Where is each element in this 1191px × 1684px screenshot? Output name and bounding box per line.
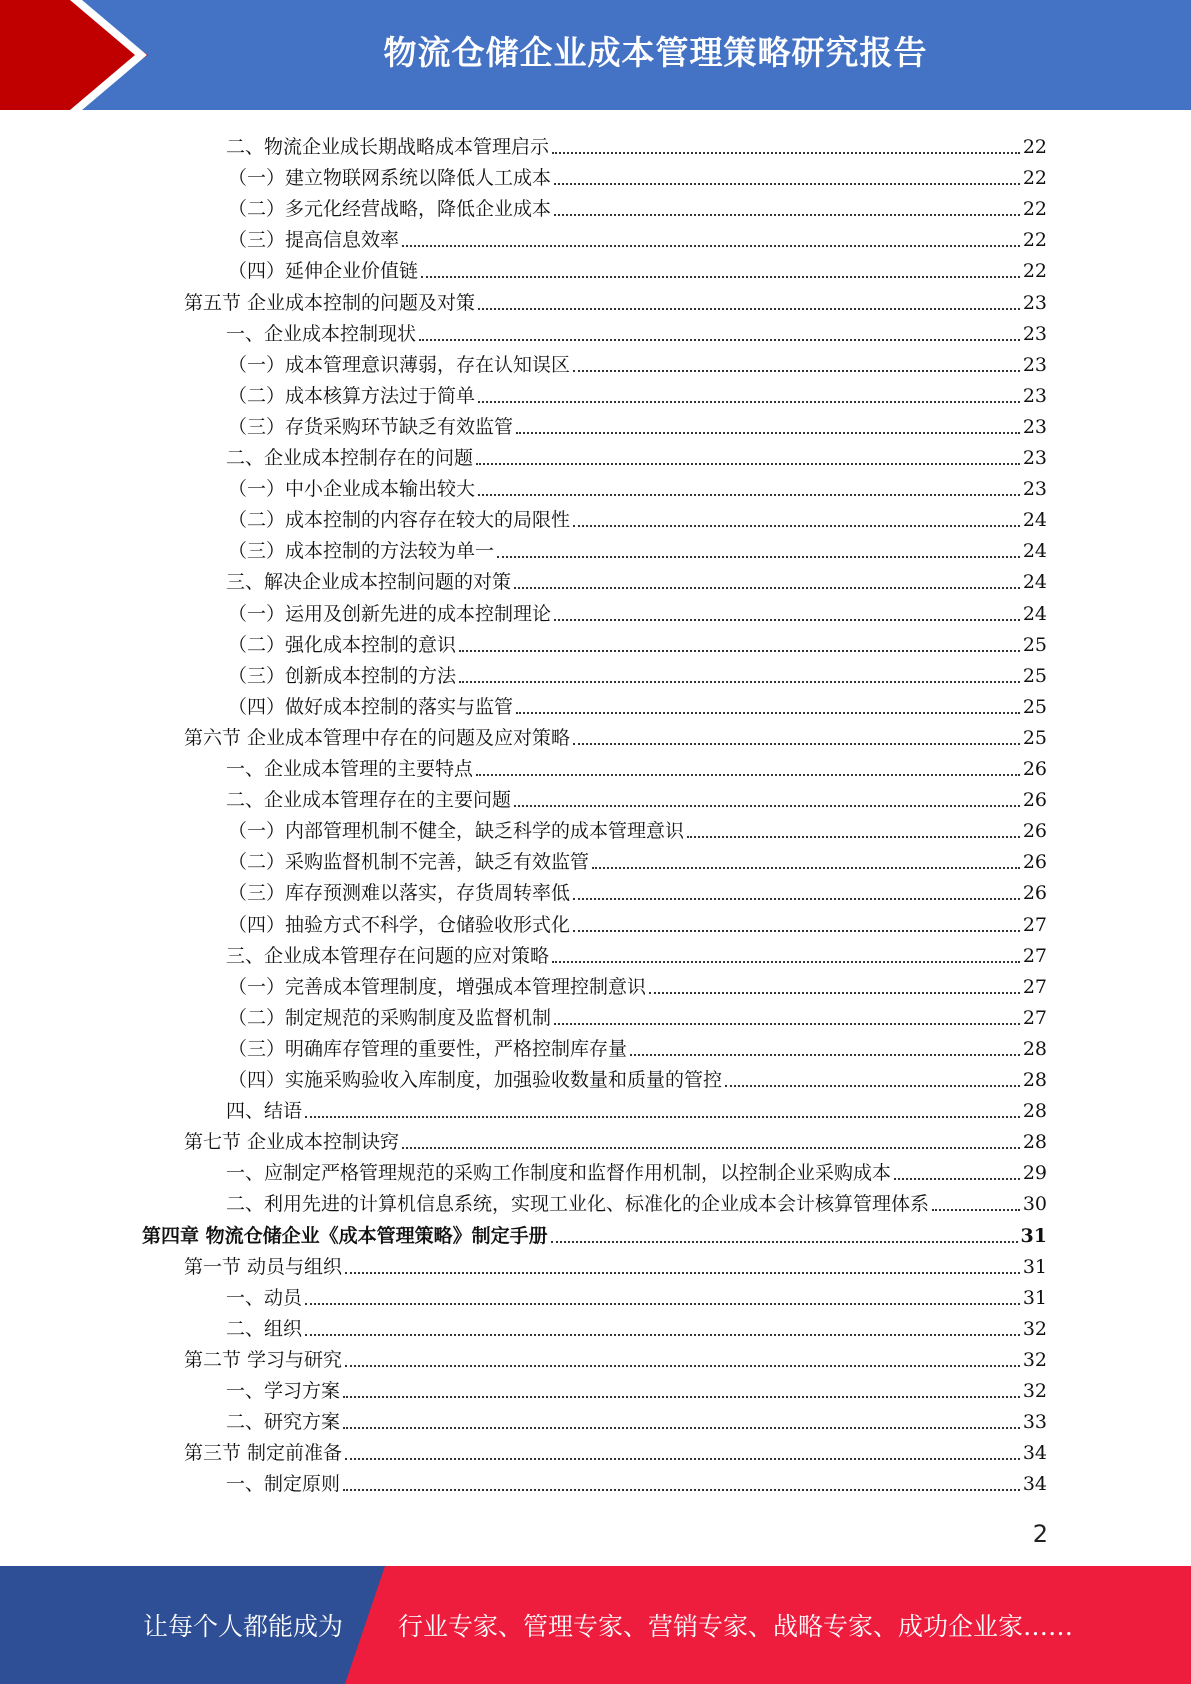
toc-entry-title: （二）成本核算方法过于简单 [228, 384, 476, 407]
toc-entry-title: 二、利用先进的计算机信息系统，实现工业化、标准化的企业成本会计核算管理体系 [226, 1193, 930, 1216]
toc-entry[interactable] [228, 221, 1047, 252]
toc-entry[interactable] [228, 377, 1047, 408]
toc-entry-page: 22 [1022, 229, 1047, 252]
toc-dot-leader [476, 463, 1020, 465]
toc-entry-page: 26 [1022, 789, 1047, 812]
toc-entry-title: （一）建立物联网系统以降低人工成本 [228, 167, 552, 190]
toc-dot-leader [497, 556, 1020, 558]
toc-entry-page: 23 [1022, 353, 1047, 376]
toc-entry-page: 26 [1022, 882, 1047, 905]
toc-entry-title: （一）中小企业成本输出较大 [228, 478, 476, 501]
toc-entry[interactable] [228, 1030, 1047, 1061]
toc-dot-leader [478, 494, 1020, 496]
toc-dot-leader [343, 1427, 1020, 1429]
toc-entry[interactable] [228, 159, 1047, 190]
toc-dot-leader [573, 898, 1020, 900]
toc-entry[interactable] [184, 1434, 1047, 1465]
toc-entry-page: 32 [1022, 1348, 1047, 1371]
toc-entry-title: （三）创新成本控制的方法 [228, 664, 457, 687]
toc-entry[interactable] [184, 719, 1047, 750]
toc-entry[interactable] [228, 843, 1047, 874]
toc-entry-page: 25 [1022, 664, 1047, 687]
toc-entry-title: 三、企业成本管理存在问题的应对策略 [226, 944, 550, 967]
toc-entry-page: 26 [1022, 758, 1047, 780]
toc-entry[interactable] [226, 1185, 1047, 1216]
toc-entry-title: （三）库存预测难以落实，存货周转率低 [228, 882, 571, 905]
toc-entry-title: （四）实施采购验收入库制度，加强验收数量和质量的管控 [228, 1069, 723, 1091]
toc-entry-page: 23 [1022, 384, 1047, 407]
toc-entry-title: （三）成本控制的方法较为单一 [228, 540, 495, 563]
toc-entry-page: 28 [1022, 1100, 1047, 1123]
toc-entry-page: 34 [1022, 1442, 1047, 1465]
toc-entry[interactable] [226, 1310, 1047, 1341]
toc-entry-page: 31 [1022, 1286, 1047, 1309]
toc-dot-leader [592, 867, 1020, 869]
toc-dot-leader [478, 308, 1020, 310]
toc-entry-title: （一）内部管理机制不健全，缺乏科学的成本管理意识 [228, 820, 685, 843]
toc-dot-leader [402, 245, 1020, 247]
toc-entry-page: 32 [1022, 1380, 1047, 1402]
toc-entry[interactable] [226, 1154, 1047, 1185]
toc-entry-page: 23 [1022, 291, 1047, 314]
toc-entry-title: 第一节 动员与组织 [184, 1255, 343, 1278]
toc-entry-title: 第四章 物流仓储企业《成本管理策略》制定手册 [142, 1224, 548, 1247]
toc-entry[interactable] [226, 1092, 1047, 1123]
toc-entry[interactable] [228, 657, 1047, 688]
toc-dot-leader [725, 1085, 1020, 1087]
toc-entry[interactable] [184, 284, 1047, 315]
toc-entry[interactable] [226, 781, 1047, 812]
toc-entry-page: 24 [1022, 602, 1047, 625]
toc-entry[interactable] [228, 190, 1047, 221]
toc-dot-leader [551, 1241, 1018, 1243]
toc-dot-leader [554, 619, 1020, 621]
toc-entry-title: （四）延伸企业价值链 [228, 260, 419, 283]
toc-entry-title: （二）多元化经营战略，降低企业成本 [228, 198, 552, 221]
toc-entry-page: 23 [1022, 447, 1047, 469]
toc-entry-title: 一、制定原则 [226, 1473, 341, 1496]
toc-entry[interactable] [142, 1217, 1047, 1248]
toc-entry-title: （四）抽验方式不科学，仓储验收形式化 [228, 913, 571, 936]
toc-entry-title: 三、解决企业成本控制问题的对策 [226, 571, 512, 594]
toc-entry-page: 22 [1022, 260, 1047, 283]
toc-entry-page: 34 [1022, 1473, 1047, 1496]
toc-entry-title: （一）运用及创新先进的成本控制理论 [228, 602, 552, 625]
toc-dot-leader [649, 992, 1020, 994]
toc-entry-page: 22 [1022, 136, 1047, 158]
toc-dot-leader [343, 1396, 1020, 1398]
toc-dot-leader [305, 1334, 1020, 1336]
toc-entry-page: 29 [1022, 1162, 1047, 1185]
toc-entry[interactable] [228, 1061, 1047, 1092]
toc-dot-leader [345, 1458, 1020, 1460]
toc-entry[interactable] [228, 688, 1047, 719]
toc-entry-title: （三）提高信息效率 [228, 229, 400, 252]
toc-entry-title: 第七节 企业成本控制诀窍 [184, 1131, 400, 1154]
toc-entry[interactable] [226, 750, 1047, 781]
footer-slogan-right: 行业专家、管理专家、营销专家、战略专家、成功企业家…… [398, 1612, 1074, 1641]
toc-entry[interactable] [226, 1465, 1047, 1496]
toc-dot-leader [476, 774, 1020, 776]
toc-entry-title: 一、企业成本管理的主要特点 [226, 758, 474, 780]
toc-entry[interactable] [226, 439, 1047, 470]
toc-entry-page: 24 [1022, 509, 1047, 532]
toc-entry-page: 28 [1022, 1069, 1047, 1091]
toc-entry[interactable] [228, 501, 1047, 532]
toc-entry[interactable] [184, 1341, 1047, 1372]
toc-entry[interactable] [226, 563, 1047, 594]
toc-entry-page: 27 [1022, 975, 1047, 998]
toc-dot-leader [419, 339, 1020, 341]
toc-entry-title: （一）完善成本管理制度，增强成本管理控制意识 [228, 975, 647, 998]
toc-entry-page: 27 [1022, 944, 1047, 967]
toc-entry-title: 第三节 制定前准备 [184, 1442, 343, 1465]
toc-dot-leader [421, 276, 1020, 278]
toc-dot-leader [343, 1489, 1020, 1491]
toc-dot-leader [573, 743, 1020, 745]
toc-entry-title: （二）制定规范的采购制度及监督机制 [228, 1006, 552, 1029]
toc-dot-leader [402, 1147, 1020, 1149]
toc-entry-page: 33 [1022, 1411, 1047, 1434]
toc-entry-title: 一、动员 [226, 1286, 303, 1309]
toc-entry-page: 32 [1022, 1317, 1047, 1340]
toc-dot-leader [552, 152, 1020, 154]
toc-entry[interactable] [184, 1248, 1047, 1279]
toc-dot-leader [554, 183, 1020, 185]
toc-dot-leader [459, 681, 1020, 683]
page-number: 2 [1032, 1520, 1048, 1548]
toc-entry-page: 23 [1022, 415, 1047, 438]
toc-entry[interactable] [226, 937, 1047, 968]
toc-entry-page: 22 [1022, 198, 1047, 221]
toc-entry[interactable] [228, 906, 1047, 937]
toc-entry[interactable] [228, 532, 1047, 563]
toc-entry-title: （四）做好成本控制的落实与监管 [228, 695, 514, 718]
toc-entry-title: 一、企业成本控制现状 [226, 322, 417, 345]
toc-dot-leader [305, 1303, 1020, 1305]
toc-entry-title: 第二节 学习与研究 [184, 1348, 343, 1371]
toc-entry-title: （二）采购监督机制不完善，缺乏有效监管 [228, 851, 590, 874]
toc-entry-page: 28 [1022, 1037, 1047, 1060]
toc-dot-leader [554, 214, 1020, 216]
toc-dot-leader [894, 1178, 1020, 1180]
header-chevron-icon [70, 0, 160, 110]
toc-dot-leader [573, 930, 1020, 932]
toc-dot-leader [305, 1116, 1020, 1118]
header-red-block [0, 0, 70, 110]
toc-entry-title: 二、企业成本控制存在的问题 [226, 447, 474, 469]
toc-dot-leader [345, 1365, 1020, 1367]
toc-entry[interactable] [228, 626, 1047, 657]
toc-entry[interactable] [226, 1372, 1047, 1403]
toc-dot-leader [345, 1272, 1020, 1274]
toc-entry-title: 二、企业成本管理存在的主要问题 [226, 789, 512, 812]
toc-entry-title: 四、结语 [226, 1100, 303, 1123]
toc-dot-leader [516, 712, 1020, 714]
toc-entry-page: 23 [1022, 478, 1047, 501]
toc-entry-title: （二）成本控制的内容存在较大的局限性 [228, 509, 571, 532]
toc-dot-leader [554, 1023, 1020, 1025]
page-header [0, 0, 1191, 110]
toc-entry-page: 28 [1022, 1131, 1047, 1154]
toc-entry[interactable] [228, 408, 1047, 439]
toc-entry[interactable] [228, 968, 1047, 999]
toc-dot-leader [516, 432, 1020, 434]
toc-dot-leader [552, 961, 1020, 963]
toc-entry-title: 二、研究方案 [226, 1411, 341, 1434]
toc-entry[interactable] [228, 595, 1047, 626]
toc-entry-page: 27 [1022, 913, 1047, 936]
toc-entry[interactable] [228, 346, 1047, 377]
page-footer [0, 1566, 1191, 1684]
toc-entry[interactable] [228, 470, 1047, 501]
toc-entry-page: 24 [1022, 571, 1047, 594]
toc-entry[interactable] [226, 1403, 1047, 1434]
toc-entry[interactable] [226, 315, 1047, 346]
toc-dot-leader [932, 1209, 1020, 1211]
toc-entry-page: 26 [1022, 851, 1047, 874]
toc-entry-page: 25 [1022, 633, 1047, 656]
toc-entry-title: 第五节 企业成本控制的问题及对策 [184, 291, 476, 314]
toc-entry[interactable] [228, 874, 1047, 905]
toc-entry-title: 第六节 企业成本管理中存在的问题及应对策略 [184, 726, 571, 749]
toc-entry[interactable] [228, 999, 1047, 1030]
toc-entry[interactable] [228, 812, 1047, 843]
toc-dot-leader [687, 836, 1020, 838]
toc-entry-page: 23 [1022, 322, 1047, 345]
toc-entry[interactable] [226, 128, 1047, 159]
toc-dot-leader [573, 525, 1020, 527]
toc-entry-page: 25 [1022, 726, 1047, 749]
toc-entry-title: 一、应制定严格管理规范的采购工作制度和监督作用机制，以控制企业采购成本 [226, 1162, 892, 1185]
toc-entry-title: （二）强化成本控制的意识 [228, 633, 457, 656]
toc-entry-page: 25 [1022, 695, 1047, 718]
toc-entry-page: 30 [1022, 1193, 1047, 1216]
toc-entry-title: 一、学习方案 [226, 1380, 341, 1402]
toc-entry[interactable] [228, 252, 1047, 283]
toc-entry-page: 31 [1022, 1255, 1047, 1278]
toc-dot-leader [478, 401, 1020, 403]
toc-dot-leader [514, 587, 1020, 589]
toc-entry-title: 二、组织 [226, 1317, 303, 1340]
report-title: 物流仓储企业成本管理策略研究报告 [383, 33, 928, 72]
toc-dot-leader [514, 805, 1020, 807]
toc-entry-page: 26 [1022, 820, 1047, 843]
toc-entry[interactable] [184, 1123, 1047, 1154]
toc-entry-page: 22 [1022, 167, 1047, 190]
toc-dot-leader [573, 370, 1020, 372]
toc-entry-title: （一）成本管理意识薄弱，存在认知误区 [228, 353, 571, 376]
toc-entry-page: 31 [1020, 1224, 1047, 1247]
toc-dot-leader [630, 1054, 1020, 1056]
toc-entry-title: 二、物流企业成长期战略成本管理启示 [226, 136, 550, 158]
toc-dot-leader [459, 650, 1020, 652]
toc-entry-page: 27 [1022, 1006, 1047, 1029]
toc-entry-title: （三）明确库存管理的重要性，严格控制库存量 [228, 1037, 628, 1060]
footer-slogan-left: 让每个人都能成为 [143, 1612, 344, 1641]
toc-entry-page: 24 [1022, 540, 1047, 563]
toc-entry-title: （三）存货采购环节缺乏有效监管 [228, 415, 514, 438]
toc-entry[interactable] [226, 1279, 1047, 1310]
